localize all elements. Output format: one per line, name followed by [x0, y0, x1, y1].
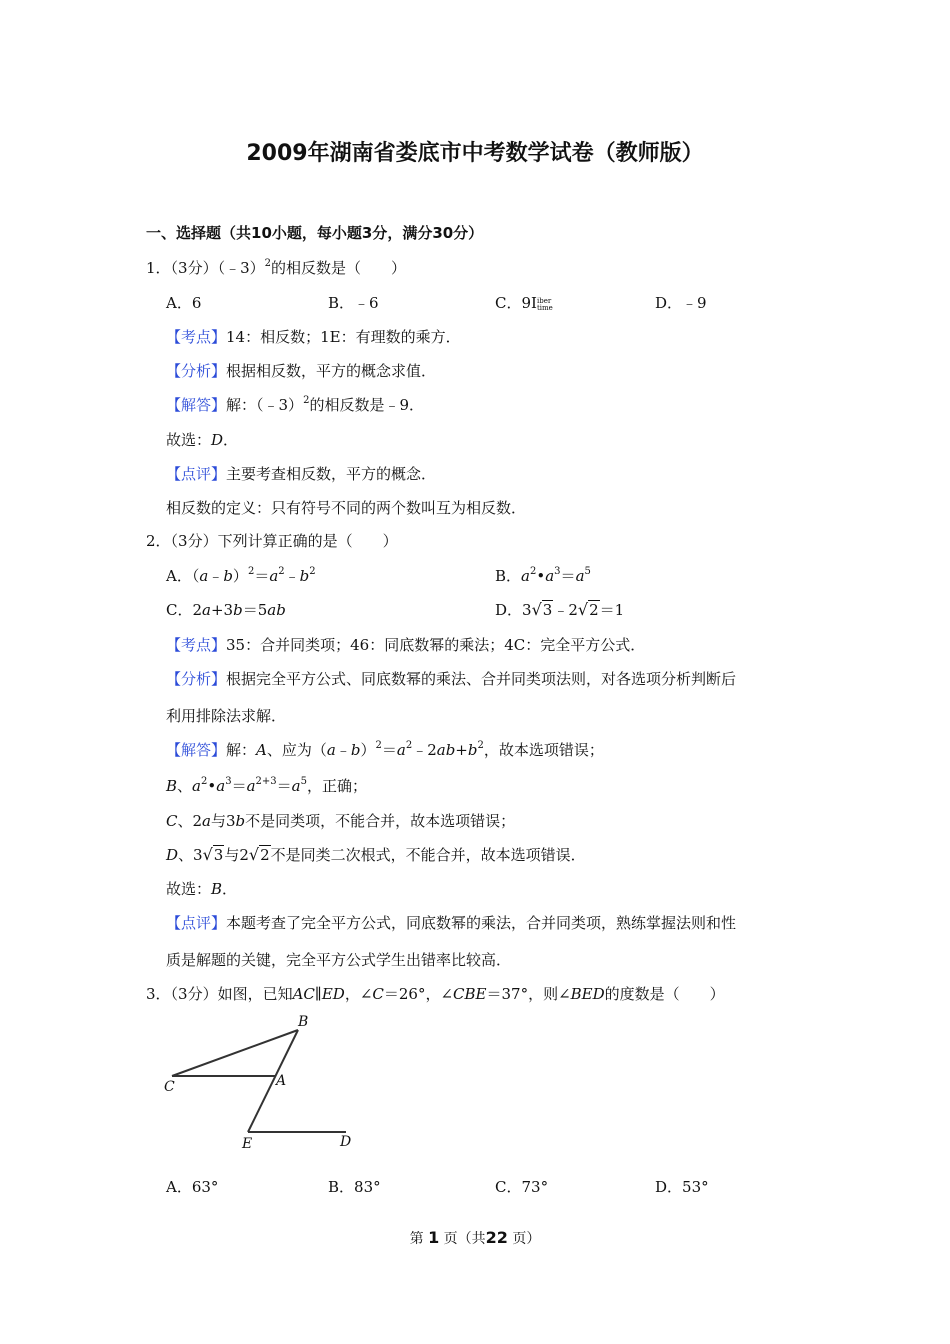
q1-stem: 1．（3分）（﹣3）$^2$的相反数是（ ）: [146, 258, 407, 277]
q1-option-b: B．﹣6: [328, 294, 379, 312]
page-footer: 第 1 页（共22 页）: [409, 1228, 541, 1247]
q3-option-b: B．83°: [328, 1178, 381, 1196]
q1-option-a: A．6: [166, 294, 202, 312]
q2-fenxi-2: 利用排除法求解．: [166, 707, 287, 725]
point-label-c: C: [164, 1079, 175, 1095]
sqrt-symbol: √2: [248, 845, 270, 864]
sqrt-symbol: √3: [531, 600, 553, 619]
q2-option-b: B．$a^2•a^3=a^5$: [495, 566, 591, 585]
q2-stem: 2．（3分）下列计算正确的是（ ）: [146, 532, 398, 550]
q1-jieda: 【解答】解：（﹣3）$^2$的相反数是﹣9．: [166, 395, 424, 414]
point-label-b: B: [298, 1014, 309, 1030]
q2-fenxi: 【分析】根据完全平方公式、同底数幂的乘法、合并同类项法则，对各选项分析判断后: [166, 670, 737, 688]
q3-option-a: A．63°: [166, 1178, 219, 1196]
q2-jieda-a: 【解答】解：A、应为$(a﹣b)^2=a^2﹣2ab+b^2$，故本选项错误；: [166, 740, 604, 759]
q1-option-d: D．﹣9: [655, 294, 707, 312]
q1-option-c: C．9Iiber time: [495, 294, 553, 312]
q1-dianping: 【点评】主要考查相反数，平方的概念．: [166, 465, 437, 483]
q2-option-a: A．$(a﹣b)^2=a^2﹣b^2$: [166, 566, 316, 585]
q2-dianping: 【点评】本题考查了完全平方公式，同底数幂的乘法，合并同类项，熟练掌握法则和性: [166, 914, 737, 932]
q2-kaodian: 【考点】35：合并同类项；46：同底数幂的乘法；4C：完全平方公式．: [166, 636, 646, 654]
point-label-e: E: [242, 1136, 253, 1152]
q2-dianping-2: 质是解题的关键，完全平方公式学生出错率比较高．: [166, 951, 512, 969]
page-title: 2009年湖南省娄底市中考数学试卷（教师版）: [246, 141, 704, 166]
q2-jieda-c: C、2a与3b不是同类项，不能合并，故本选项错误；: [166, 812, 516, 830]
q2-option-d: D．3√3﹣2√2＝1: [495, 600, 625, 619]
q2-option-c: C．2a+3b＝5ab: [166, 601, 286, 619]
point-label-d: D: [340, 1134, 352, 1150]
sqrt-symbol: √2: [577, 600, 599, 619]
section-heading: 一、选择题（共10小题，每小题3分，满分30分）: [146, 224, 484, 242]
q3-option-d: D．53°: [655, 1178, 709, 1196]
q1-kaodian: 【考点】14：相反数；1E：有理数的乘方．: [166, 328, 461, 346]
sqrt-symbol: √3: [202, 845, 224, 864]
q2-jieda-d: D、3√3与2√2不是同类二次根式，不能合并，故本选项错误．: [166, 845, 586, 864]
q1-answer: 故选：D．: [166, 431, 239, 449]
q2-jieda-b: B、$a^2•a^3=a^{2+3}=a^5$，正确；: [166, 776, 367, 795]
q3-stem: 3．（3分）如图，已知AC∥ED，∠C＝26°，∠CBE＝37°，则∠BED的度数是（ ）: [146, 985, 725, 1003]
q3-option-c: C．73°: [495, 1178, 549, 1196]
geometry-figure: [150, 1008, 365, 1153]
q2-answer: 故选：B．: [166, 880, 238, 898]
q1-dianping-2: 相反数的定义：只有符号不同的两个数叫互为相反数．: [166, 499, 527, 517]
q1-fenxi: 【分析】根据相反数，平方的概念求值．: [166, 362, 437, 380]
point-label-a: A: [276, 1073, 287, 1089]
